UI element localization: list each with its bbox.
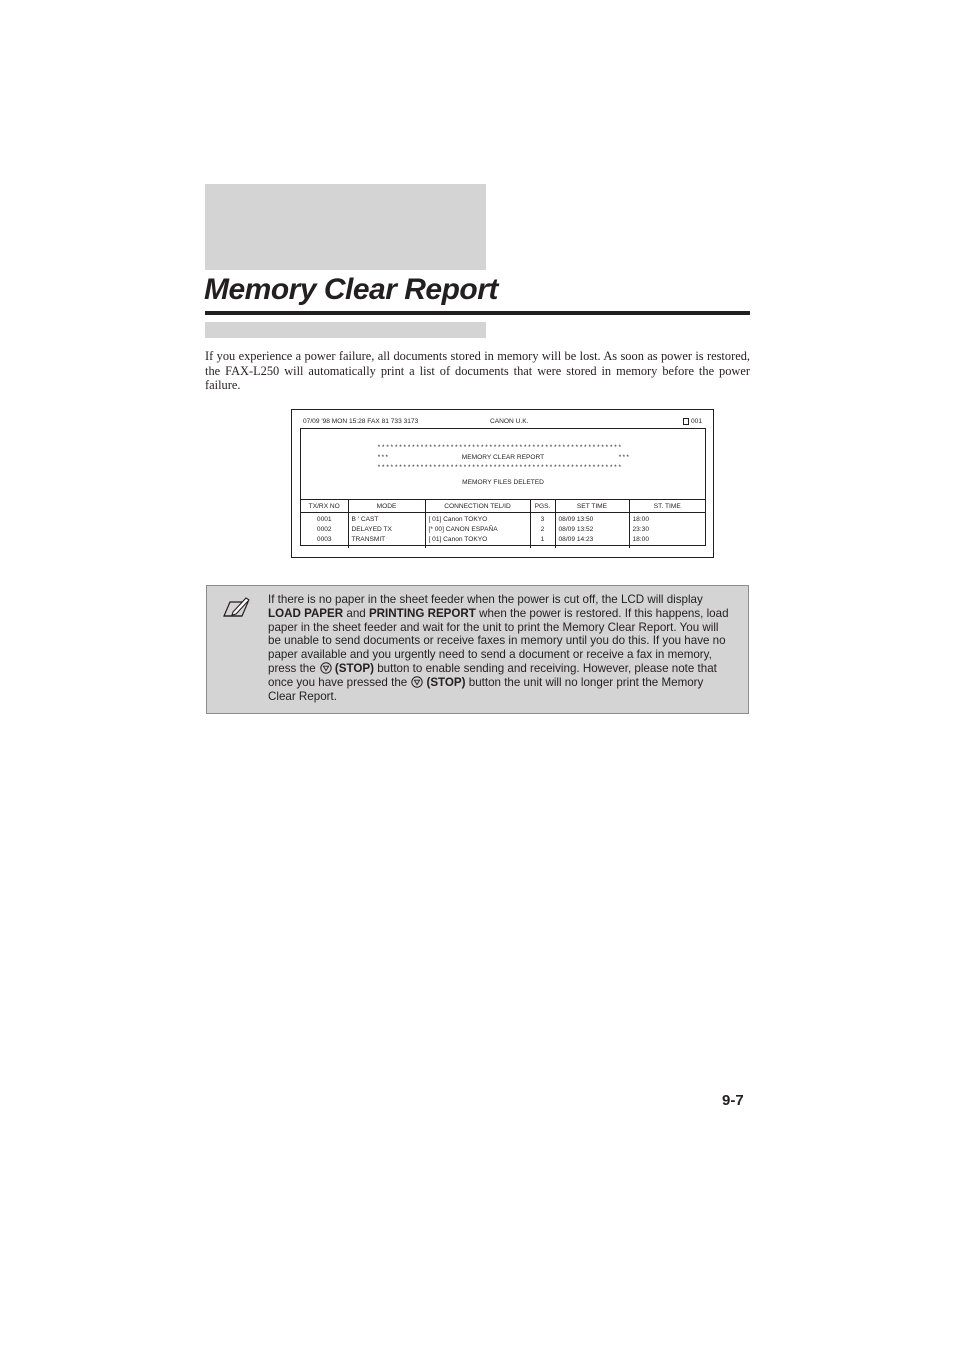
- cell-value: 18:00: [632, 536, 650, 543]
- intro-paragraph: If you experience a power failure, all documents stored in memory will be lost. As soon as power is restored, the FAX-L250 will automatically print a list of documents that were stored in memory before the power failure.: [205, 349, 750, 392]
- cell-value: 08/09 13:50: [558, 516, 594, 523]
- memory-clear-report-sample: [291, 409, 714, 558]
- table-row: [301, 513, 705, 549]
- note-text-part: and: [343, 606, 369, 620]
- report-table: [301, 499, 705, 548]
- col-header: PGS.: [530, 500, 555, 513]
- note-text-part: If there is no paper in the sheet feeder when the power is cut off, the LCD will display: [268, 593, 703, 606]
- cell-value: 08/09 14:23: [558, 536, 594, 543]
- table-cell: [629, 513, 705, 549]
- note-box: [206, 585, 749, 714]
- note-pencil-icon: [221, 596, 251, 620]
- report-page-label: 001: [690, 418, 702, 425]
- cell-value: [ 01] Canon TOKYO: [428, 536, 488, 543]
- table-cell: [301, 513, 348, 549]
- lcd-message-printing-report: PRINTING REPORT: [368, 606, 476, 620]
- report-stars-left: ***: [377, 454, 389, 461]
- report-body: [300, 428, 706, 546]
- report-page-number: [683, 418, 702, 425]
- note-text-part: button to enable sending and receiving. However, please note that once you have pressed the: [268, 661, 717, 689]
- note-text-part: button the unit will no longer print the Memory Clear Report.: [268, 675, 704, 703]
- cell-value: B ' CAST: [351, 516, 379, 523]
- cell-value: TRANSMIT: [351, 536, 386, 543]
- header-gray-block: [205, 184, 486, 270]
- cell-value: DELAYED TX: [351, 526, 392, 533]
- col-header: SET TIME: [555, 500, 629, 513]
- title-rule: [205, 311, 750, 315]
- cell-value: [ 01] Canon TOKYO: [428, 516, 488, 523]
- cell-value: 1: [540, 536, 545, 543]
- subheader-gray-block: [205, 322, 486, 338]
- page-title: Memory Clear Report: [204, 273, 498, 306]
- report-stars-right: ***: [618, 454, 630, 461]
- col-header: CONNECTION TEL/ID: [425, 500, 530, 513]
- stop-button-icon: [411, 676, 423, 688]
- cell-value: 3: [540, 516, 545, 523]
- report-title: MEMORY CLEAR REPORT: [461, 454, 545, 461]
- cell-value: 18:00: [632, 516, 650, 523]
- cell-value: 0001: [316, 516, 332, 523]
- col-header: TX/RX NO: [301, 500, 348, 513]
- page-number: 9-7: [722, 1092, 744, 1109]
- cell-value: [* 00] CANON ESPAÑA: [428, 526, 498, 533]
- report-stars-bottom: *********************************************************: [377, 464, 623, 471]
- stop-label: (STOP): [426, 675, 466, 689]
- report-subtitle: MEMORY FILES DELETED: [462, 479, 544, 486]
- cell-value: 0002: [316, 526, 332, 533]
- table-cell: [530, 513, 555, 549]
- report-header-left: 07/09 '98 MON 15:28 FAX 81 733 3173: [303, 418, 419, 425]
- cell-value: 23:30: [632, 526, 650, 533]
- report-header-company: CANON U.K.: [490, 418, 529, 425]
- cell-value: 2: [540, 526, 545, 533]
- stop-label: (STOP): [334, 661, 374, 675]
- lcd-message-load-paper: LOAD PAPER: [268, 606, 344, 620]
- table-cell: [348, 513, 425, 549]
- stop-button-icon: [320, 662, 332, 674]
- table-cell: [425, 513, 530, 549]
- report-stars-top: *********************************************************: [377, 444, 623, 451]
- note-text: [268, 593, 734, 703]
- cell-value: 08/09 13:52: [558, 526, 594, 533]
- col-header: ST. TIME: [629, 500, 705, 513]
- table-cell: [555, 513, 629, 549]
- page-icon: [683, 418, 689, 425]
- col-header: MODE: [348, 500, 425, 513]
- note-text-part: when the power is restored. If this happens, load paper in the sheet feeder and wait for the unit to print the Memory Clear Report. You will be unable to send documents or receive faxes in memory until you do this. If you have no paper available and you urgently need to send a document or receive a fax in memory, press the: [268, 606, 729, 675]
- cell-value: 0003: [316, 536, 332, 543]
- report-table-header: [301, 500, 705, 513]
